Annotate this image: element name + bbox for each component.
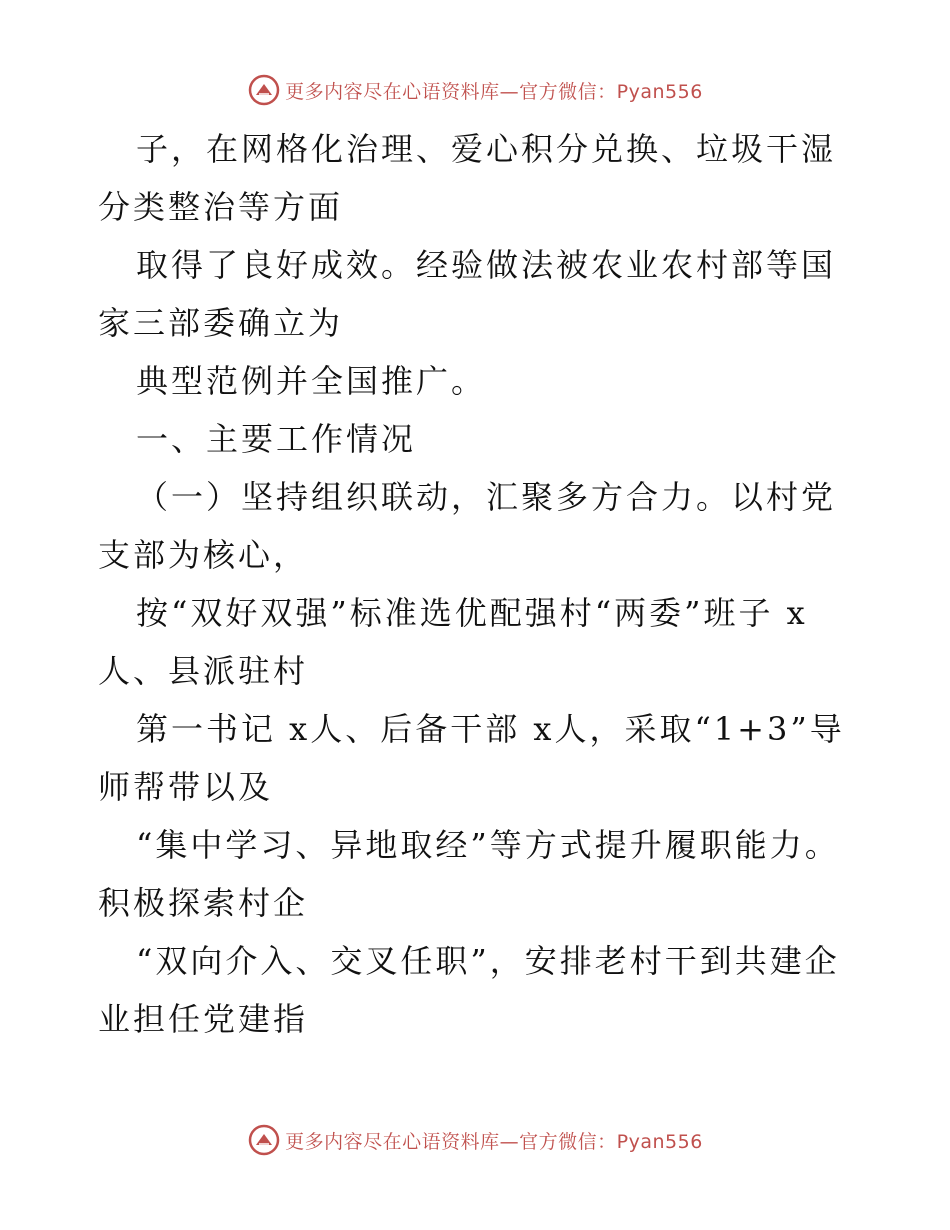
paragraph: 取得了良好成效。经验做法被农业农村部等国家三部委确立为	[98, 246, 837, 342]
document-body	[98, 120, 850, 1048]
paragraph: 子，在网格化治理、爱心积分兑换、垃圾干湿分类整治等方面	[98, 130, 837, 226]
header-watermark	[0, 70, 950, 110]
paragraph: “集中学习、异地取经”等方式提升履职能力。积极探索村企	[98, 826, 840, 922]
watermark-text: 更多内容尽在心语资料库—官方微信：Pyan556	[285, 80, 703, 103]
watermark-text: 更多内容尽在心语资料库—官方微信：Pyan556	[285, 1130, 703, 1153]
paragraph: 按“双好双强”标准选优配强村“两委”班子 x 人、县派驻村	[98, 594, 821, 690]
paragraph: （一）坚持组织联动，汇聚多方合力。以村党支部为核心，	[98, 478, 837, 574]
paragraph: “双向介入、交叉任职”，安排老村干到共建企业担任党建指	[98, 942, 840, 1038]
book-logo-icon	[247, 1123, 281, 1157]
paragraph: 第一书记 x人、后备干部 x人，采取“1+3”导师帮带以及	[98, 710, 845, 806]
footer-watermark	[0, 1120, 950, 1160]
section-heading: 一、主要工作情况	[136, 420, 417, 458]
paragraph: 典型范例并全国推广。	[136, 362, 487, 400]
book-logo-icon	[247, 73, 281, 107]
